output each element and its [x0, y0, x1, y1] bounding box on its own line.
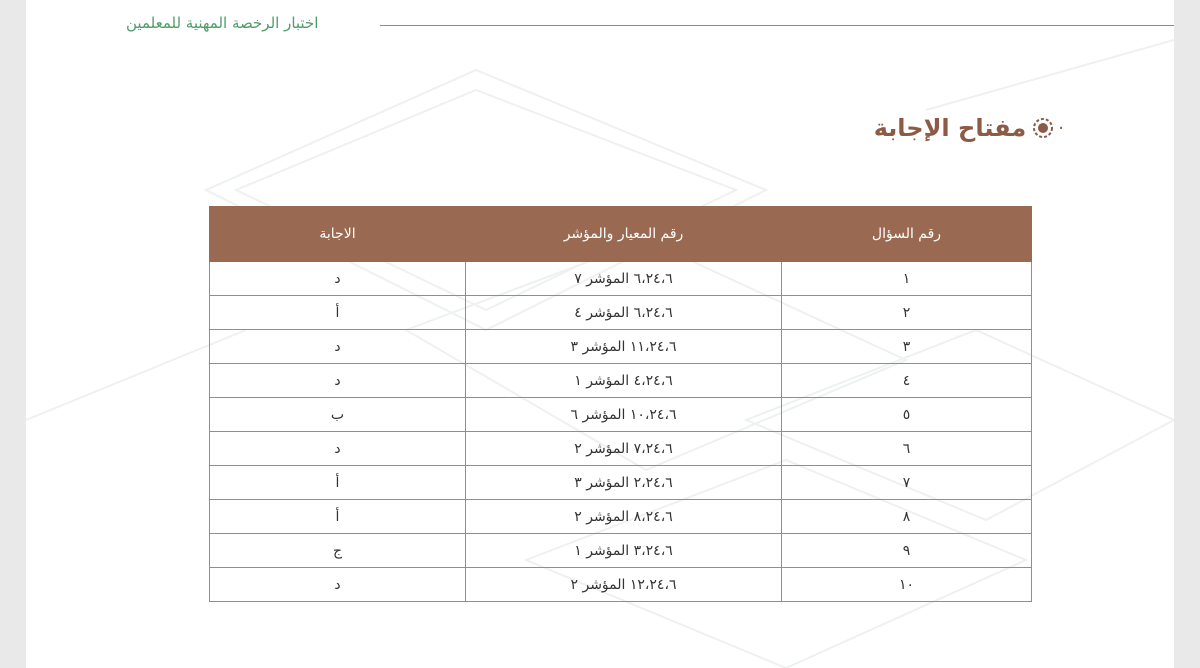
bullet-dot-icon: ·	[1058, 117, 1064, 139]
section-heading	[874, 114, 1064, 142]
answer-cell: أ	[210, 500, 466, 534]
standard-indicator-cell: ٦،٢٤،٦ المؤشر ٤	[466, 296, 782, 330]
question-number-cell: ٨	[782, 500, 1032, 534]
standard-indicator-cell: ١٢،٢٤،٦ المؤشر ٢	[466, 568, 782, 602]
standard-indicator-cell: ٢،٢٤،٦ المؤشر ٣	[466, 466, 782, 500]
standard-indicator-cell: ٣،٢٤،٦ المؤشر ١	[466, 534, 782, 568]
table-row	[210, 364, 1032, 398]
answer-cell: أ	[210, 466, 466, 500]
question-number-cell: ٣	[782, 330, 1032, 364]
question-number-cell: ٤	[782, 364, 1032, 398]
standard-indicator-cell: ٨،٢٤،٦ المؤشر ٢	[466, 500, 782, 534]
table-row	[210, 432, 1032, 466]
answer-cell: أ	[210, 296, 466, 330]
answer-cell: د	[210, 330, 466, 364]
question-number-cell: ٥	[782, 398, 1032, 432]
answer-cell: د	[210, 568, 466, 602]
answer-cell: د	[210, 432, 466, 466]
table-row	[210, 568, 1032, 602]
column-header-standard-indicator: رقم المعيار والمؤشر	[466, 207, 782, 262]
table-header-row	[210, 207, 1032, 262]
answer-cell: د	[210, 262, 466, 296]
answer-key-table	[209, 206, 1032, 602]
answer-cell: ج	[210, 534, 466, 568]
question-number-cell: ٦	[782, 432, 1032, 466]
question-number-cell: ٩	[782, 534, 1032, 568]
question-number-cell: ٧	[782, 466, 1032, 500]
table-row	[210, 500, 1032, 534]
question-number-cell: ٢	[782, 296, 1032, 330]
question-number-cell: ١	[782, 262, 1032, 296]
standard-indicator-cell: ١٠،٢٤،٦ المؤشر ٦	[466, 398, 782, 432]
target-bullet-icon	[1032, 117, 1054, 139]
document-page	[26, 0, 1174, 668]
column-header-answer: الاجابة	[210, 207, 466, 262]
standard-indicator-cell: ١١،٢٤،٦ المؤشر ٣	[466, 330, 782, 364]
header-rule	[380, 25, 1174, 26]
header-title: اختبار الرخصة المهنية للمعلمين	[126, 14, 319, 32]
table-row	[210, 296, 1032, 330]
answer-cell: د	[210, 364, 466, 398]
question-number-cell: ١٠	[782, 568, 1032, 602]
column-header-question-number: رقم السؤال	[782, 207, 1032, 262]
section-title: مفتاح الإجابة	[873, 114, 1027, 142]
table-row	[210, 262, 1032, 296]
answer-cell: ب	[210, 398, 466, 432]
table-row	[210, 534, 1032, 568]
table-row	[210, 398, 1032, 432]
standard-indicator-cell: ٤،٢٤،٦ المؤشر ١	[466, 364, 782, 398]
table-row	[210, 466, 1032, 500]
standard-indicator-cell: ٦،٢٤،٦ المؤشر ٧	[466, 262, 782, 296]
standard-indicator-cell: ٧،٢٤،٦ المؤشر ٢	[466, 432, 782, 466]
table-row	[210, 330, 1032, 364]
